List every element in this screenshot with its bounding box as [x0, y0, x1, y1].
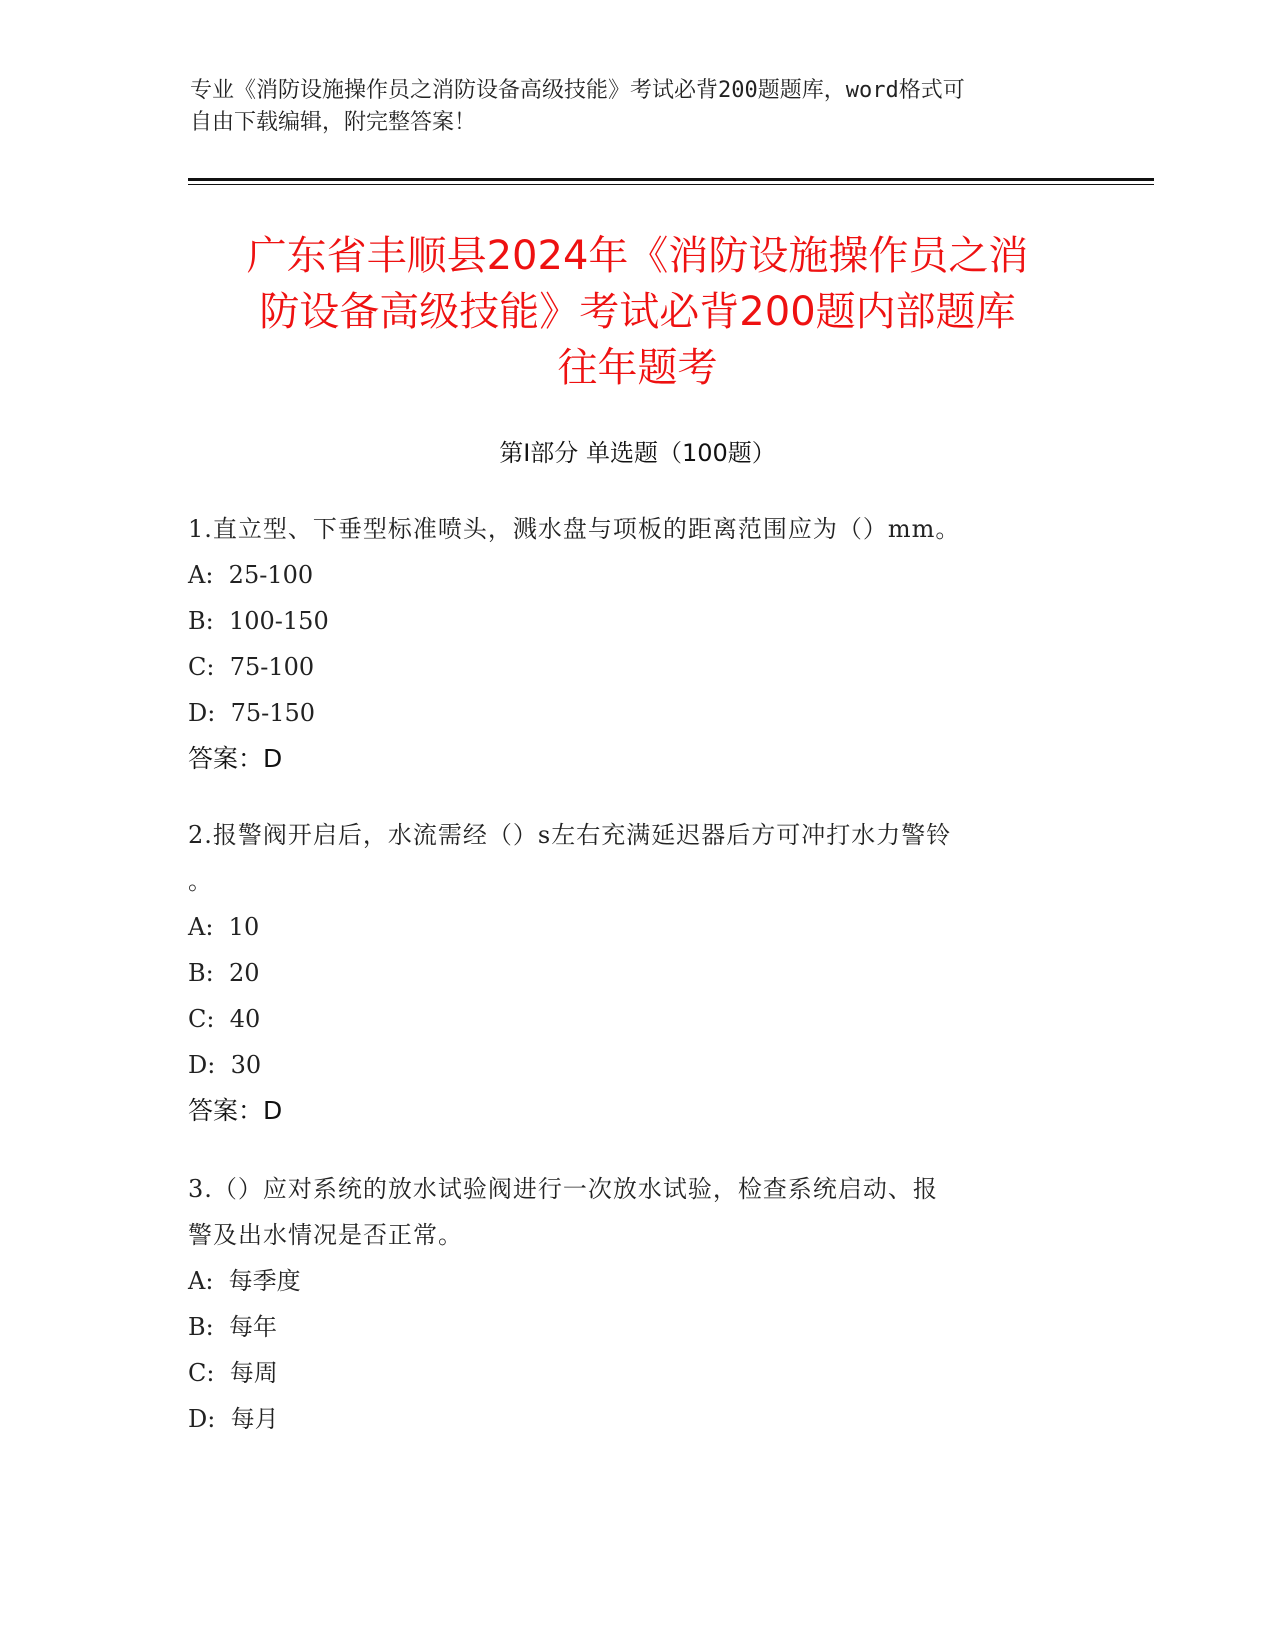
option-b: B: 每年 [188, 1313, 277, 1341]
option-d: D: 30 [188, 1051, 262, 1079]
option-b: B: 20 [188, 959, 260, 987]
header-divider-thick [188, 178, 1154, 181]
header-note-line-2: 自由下载编辑，附完整答案！ [190, 110, 477, 135]
option-c: C: 75-100 [188, 653, 315, 681]
document-title [160, 228, 1115, 396]
question-stem-line-2: 。 [188, 867, 213, 895]
option-b: B: 100-150 [188, 607, 329, 635]
option-d: D: 每月 [188, 1405, 279, 1433]
question-stem: 1.直立型、下垂型标准喷头，溅水盘与项板的距离范围应为（）mm。 [188, 515, 961, 543]
option-a: A: 每季度 [188, 1267, 301, 1295]
document-title-line-1: 广东省丰顺县2024年《消防设施操作员之消 [246, 233, 1029, 279]
question-stem-line-2: 警及出水情况是否正常。 [188, 1221, 463, 1249]
header-note-line-1: 专业《消防设施操作员之消防设备高级技能》考试必背200题题库，word格式可 [190, 78, 965, 103]
document-title-line-2: 防设备高级技能》考试必背200题内部题库 [259, 289, 1016, 335]
question-2 [188, 812, 1088, 1134]
answer: 答案：D [188, 744, 283, 773]
question-stem-line-1: 3.（）应对系统的放水试验阀进行一次放水试验，检查系统启动、报 [188, 1175, 938, 1203]
question-1 [188, 506, 1088, 782]
header-divider-thin [188, 184, 1154, 185]
header-note [190, 75, 1070, 139]
question-stem-line-1: 2.报警阀开启后，水流需经（）s左右充满延迟器后方可冲打水力警铃 [188, 821, 952, 849]
option-a: A: 25-100 [188, 561, 314, 589]
question-3 [188, 1166, 1088, 1442]
option-d: D: 75-150 [188, 699, 316, 727]
document-title-line-3: 往年题考 [557, 345, 718, 391]
answer: 答案：D [188, 1096, 283, 1125]
option-a: A: 10 [188, 913, 260, 941]
section-title: 第Ⅰ部分 单选题（100题） [499, 439, 776, 467]
option-c: C: 每周 [188, 1359, 278, 1387]
option-c: C: 40 [188, 1005, 261, 1033]
